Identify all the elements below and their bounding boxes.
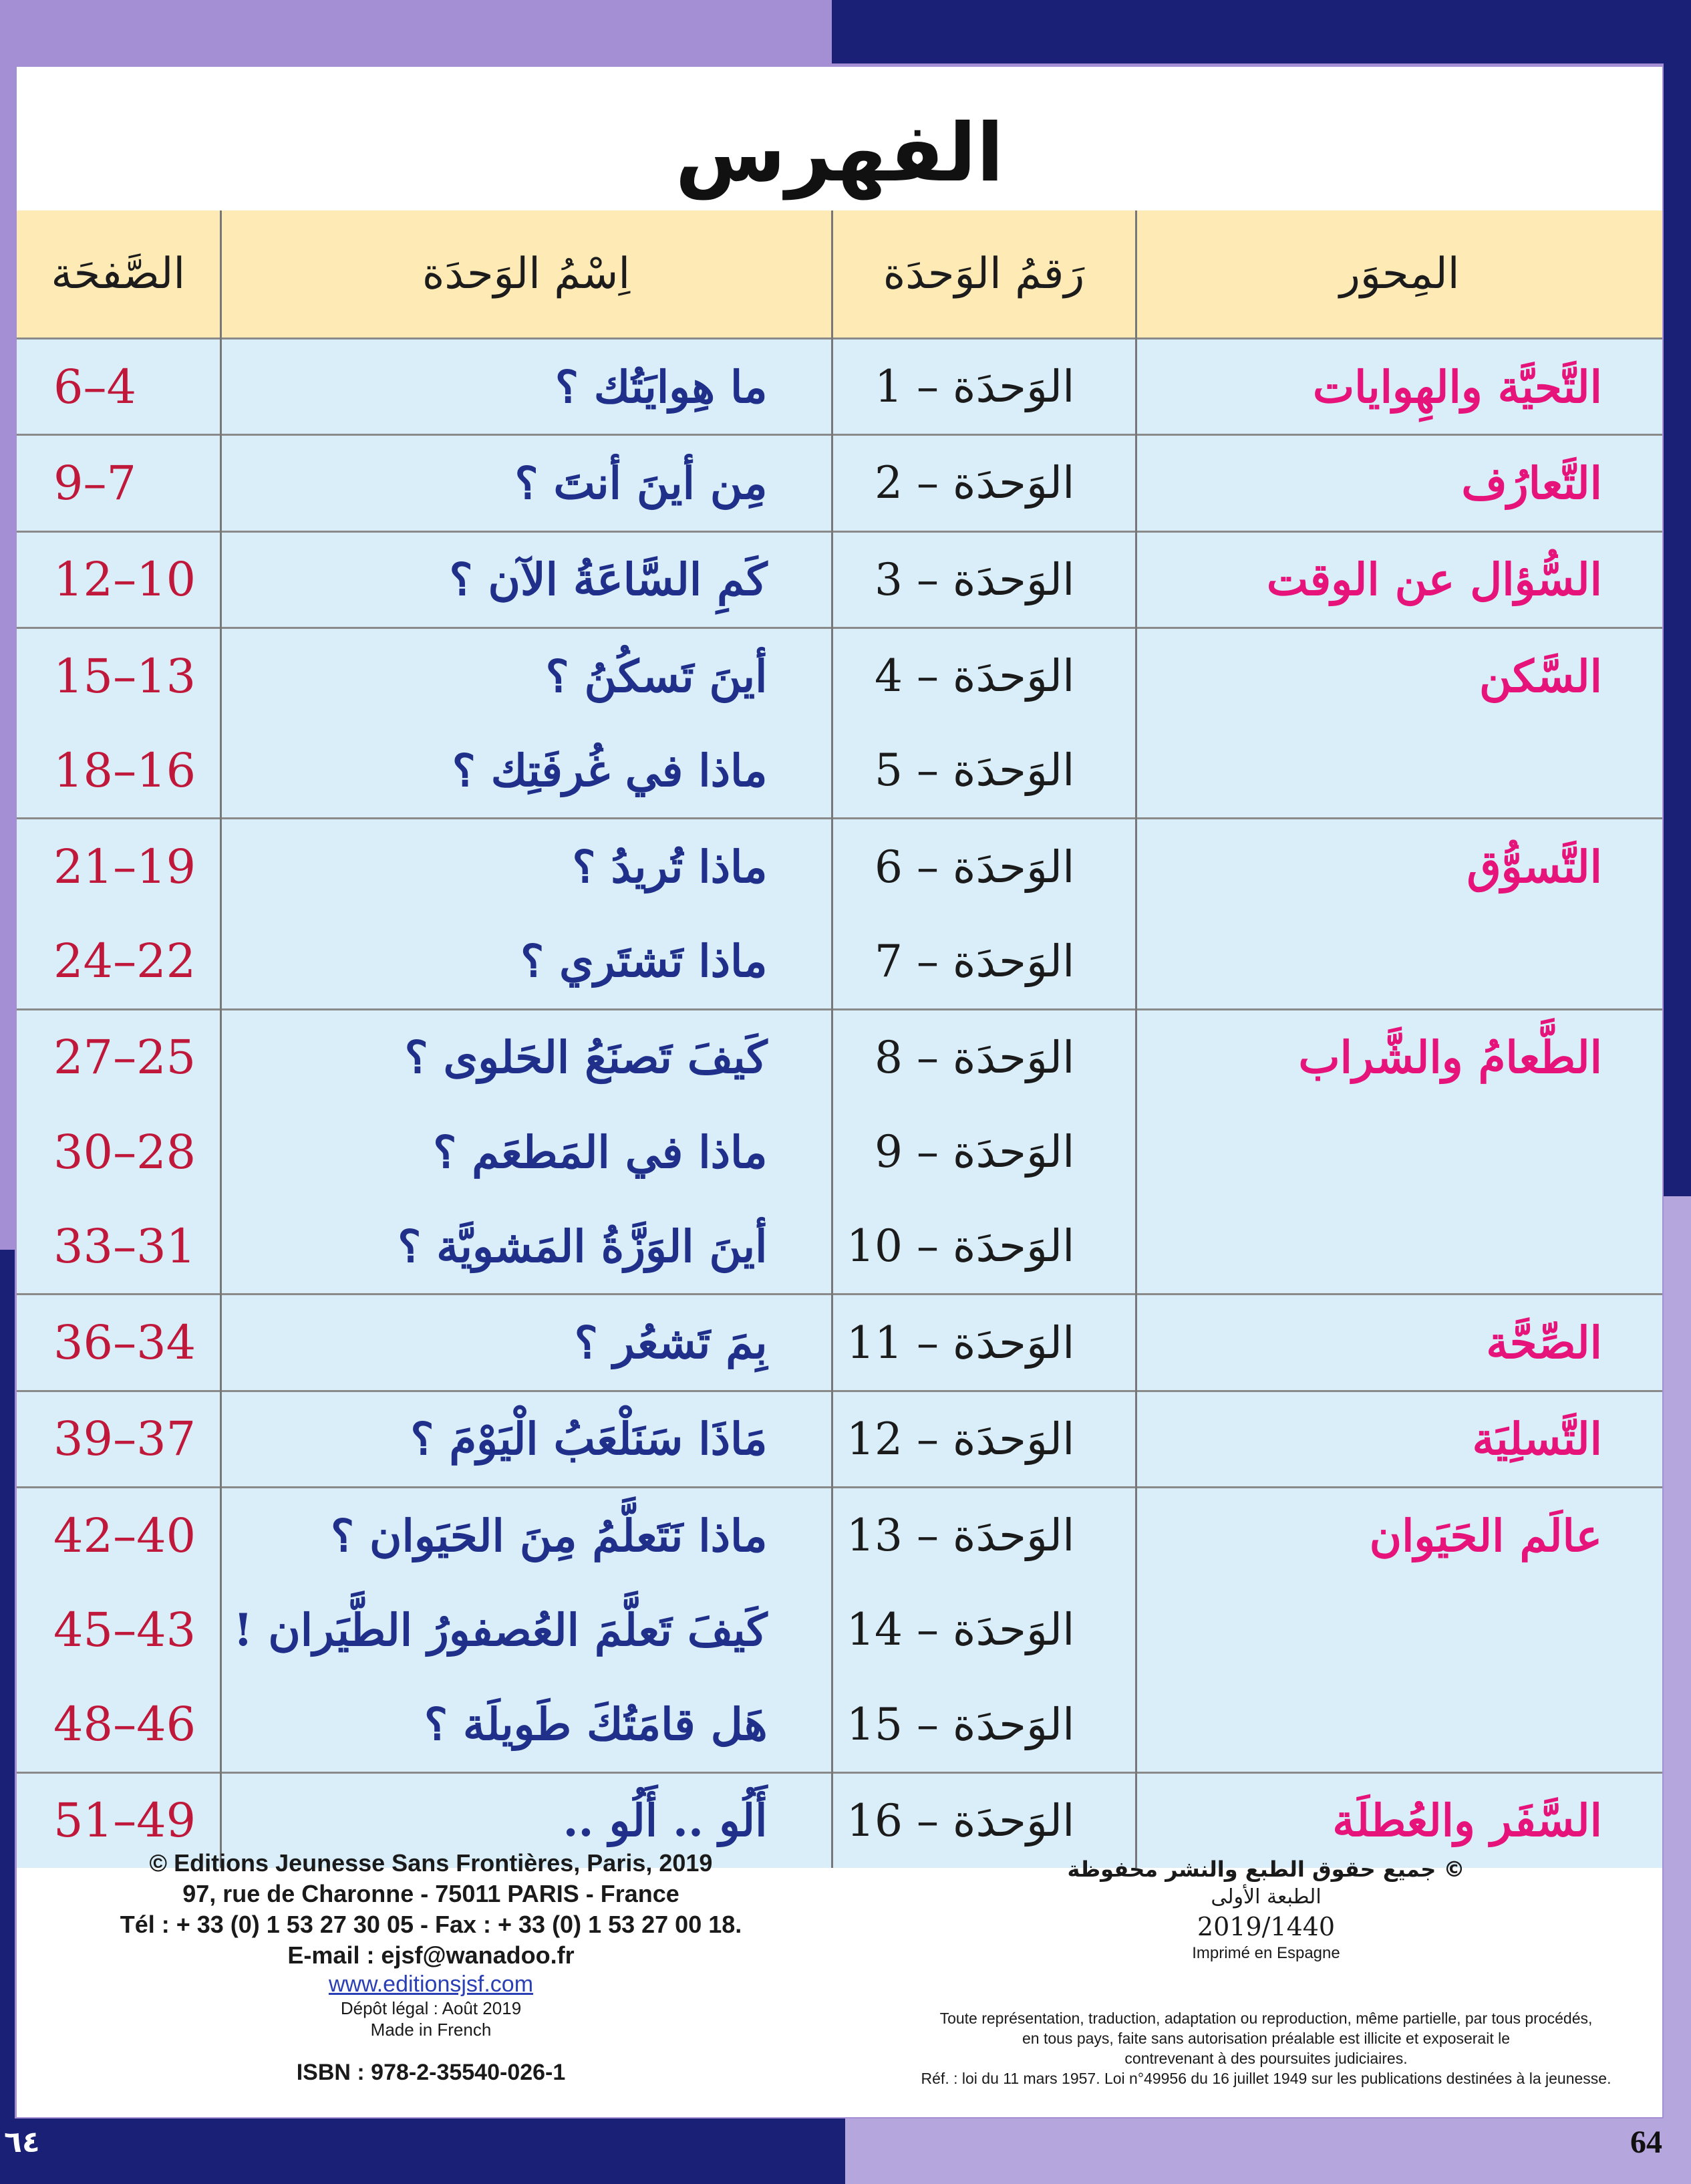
page-title: الفهرس [675,107,1004,200]
header-unit-number: رَقمُ الوَحدَة [832,211,1136,339]
page-range-cell: 12–10 [17,531,220,628]
rights-reserved-line: © جميع حقوق الطبع والنشر محفوظة [1067,1857,1465,1882]
background-navy-block [1664,0,1691,1196]
table-row [17,1294,1662,1391]
table-row [17,628,1662,723]
axis-cell [1136,1105,1662,1199]
axis-cell: عالَم الحَيَوان [1136,1488,1662,1583]
unit-name-cell: كَيفَ تَعلَّمَ العُصفورُ الطَّيَران ! [220,1583,832,1677]
unit-name-cell: أينَ الوَزَّةُ المَشويَّة ؟ [220,1199,832,1294]
table-row [17,1488,1662,1583]
table-row [17,531,1662,628]
unit-name-cell: بِمَ تَشعُر ؟ [220,1294,832,1391]
axis-cell: التَّحيَّة والهِوايات [1136,339,1662,435]
unit-number-cell: الوَحدَة – 11 [832,1294,1136,1391]
table-row [17,1391,1662,1487]
unit-name-cell: أينَ تَسكُنُ ؟ [220,628,832,723]
table-row [17,914,1662,1010]
page-range-cell: 51–49 [17,1772,220,1868]
unit-name-cell: هَل قامَتُكَ طَويلَة ؟ [220,1677,832,1772]
table-row [17,1199,1662,1294]
unit-name-cell: ماذا في المَطعَم ؟ [220,1105,832,1199]
table-row [17,435,1662,531]
unit-name-cell: مِن أينَ أنتَ ؟ [220,435,832,531]
unit-number-cell: الوَحدَة – 15 [832,1677,1136,1772]
publisher-info [70,1848,792,2087]
axis-cell [1136,1583,1662,1677]
page-range-cell: 39–37 [17,1391,220,1487]
axis-cell: التَّسلِيَة [1136,1391,1662,1487]
unit-number-cell: الوَحدَة – 8 [832,1009,1136,1105]
isbn-line: ISBN : 978-2-35540-026-1 [296,2060,566,2085]
address-line: 97, rue de Charonne - 75011 PARIS - France [182,1880,679,1907]
legal-notice [885,2008,1647,2088]
unit-number-cell: الوَحدَة – 1 [832,339,1136,435]
table-row [17,1105,1662,1199]
unit-name-cell: أَلُو .. أَلُو .. [220,1772,832,1868]
page-range-cell: 42–40 [17,1488,220,1583]
unit-number-cell: الوَحدَة – 16 [832,1772,1136,1868]
unit-name-cell: ماذا نَتَعلَّمُ مِنَ الحَيَوان ؟ [220,1488,832,1583]
unit-number-cell: الوَحدَة – 7 [832,914,1136,1010]
unit-name-cell: ما هِوايَتُك ؟ [220,339,832,435]
table-row [17,723,1662,819]
axis-cell [1136,723,1662,819]
page-range-cell: 36–34 [17,1294,220,1391]
axis-cell: الصِّحَّة [1136,1294,1662,1391]
axis-cell [1136,914,1662,1010]
printed-in-line: Imprimé en Espagne [1192,1944,1340,1962]
table-row [17,1583,1662,1677]
axis-cell: السَّكن [1136,628,1662,723]
copyright-line: © Editions Jeunesse Sans Frontières, Paris, 2019 [149,1849,713,1877]
unit-name-cell: مَاذَا سَنَلْعَبُ الْيَوْمَ ؟ [220,1391,832,1487]
legal-notice-line: Réf. : loi du 11 mars 1957. Loi n°49956 du 16 juillet 1949 sur les publications destinées à la jeunesse. [921,2070,1611,2087]
table-row [17,1677,1662,1772]
page-range-cell: 21–19 [17,819,220,914]
made-in-line: Made in French [370,2020,492,2040]
unit-number-cell: الوَحدَة – 6 [832,819,1136,914]
unit-name-cell: ماذا تُريدُ ؟ [220,819,832,914]
page-range-cell: 15–13 [17,628,220,723]
background-navy-block [0,2119,845,2184]
table-row [17,819,1662,914]
page-range-cell: 33–31 [17,1199,220,1294]
rights-info [885,1855,1647,2088]
axis-cell: التَّسوُّق [1136,819,1662,914]
axis-cell: الطَّعامُ والشَّراب [1136,1009,1662,1105]
unit-number-cell: الوَحدَة – 5 [832,723,1136,819]
page-range-cell: 27–25 [17,1009,220,1105]
legal-notice-line: Toute représentation, traduction, adaptation ou reproduction, même partielle, par tous procédés, [939,2010,1593,2027]
page-range-cell: 9–7 [17,435,220,531]
website-link[interactable]: www.editionsjsf.com [328,1971,534,1997]
table-row [17,339,1662,435]
unit-number-cell: الوَحدَة – 14 [832,1583,1136,1677]
page-number: 64 [1630,2125,1662,2160]
page-range-cell: 6–4 [17,339,220,435]
unit-name-cell: ماذا في غُرفَتِك ؟ [220,723,832,819]
page-range-cell: 24–22 [17,914,220,1010]
axis-cell [1136,1677,1662,1772]
page-range-cell: 45–43 [17,1583,220,1677]
unit-number-cell: الوَحدَة – 12 [832,1391,1136,1487]
axis-cell: التَّعارُف [1136,435,1662,531]
unit-number-cell: الوَحدَة – 10 [832,1199,1136,1294]
background-light-block [845,2119,1691,2184]
legal-notice-line: contrevenant à des poursuites judiciaires. [1124,2050,1408,2067]
edition-year: 2019/1440 [1197,1912,1336,1941]
unit-number-cell: الوَحدَة – 13 [832,1488,1136,1583]
page-range-cell: 30–28 [17,1105,220,1199]
table-row [17,1009,1662,1105]
unit-number-cell: الوَحدَة – 9 [832,1105,1136,1199]
unit-name-cell: كَمِ السَّاعَةُ الآن ؟ [220,531,832,628]
page-sheet [17,67,1662,2117]
page-range-cell: 18–16 [17,723,220,819]
unit-name-cell: كَيفَ تَصنَعُ الحَلوى ؟ [220,1009,832,1105]
table-header-row [17,211,1662,339]
unit-number-cell: الوَحدَة – 4 [832,628,1136,723]
header-unit-name: اِسْمُ الوَحدَة [220,211,832,339]
header-page: الصَّفحَة [17,211,220,339]
axis-cell: السَّفَر والعُطلَة [1136,1772,1662,1868]
axis-cell [1136,1199,1662,1294]
phone-fax-line: Tél : + 33 (0) 1 53 27 30 05 - Fax : + 33 (0) 1 53 27 00 18. [120,1911,742,1938]
background-light-block [1664,1196,1691,2165]
unit-name-cell: ماذا تَشتَري ؟ [220,914,832,1010]
table-of-contents [17,211,1662,1868]
page-number-arabic: ٦٤ [4,2125,40,2159]
header-axis: المِحوَر [1136,211,1662,339]
legal-notice-line: en tous pays, faite sans autorisation préalable est illicite et exposerait le [1022,2030,1511,2047]
legal-deposit-line: Dépôt légal : Août 2019 [340,1998,522,2018]
background-navy-block [0,1250,15,2139]
unit-number-cell: الوَحدَة – 3 [832,531,1136,628]
unit-number-cell: الوَحدَة – 2 [832,435,1136,531]
axis-cell: السُّؤال عن الوقت [1136,531,1662,628]
edition-line: الطبعة الأولى [1211,1885,1322,1909]
page-range-cell: 48–46 [17,1677,220,1772]
email-line: E-mail : ejsf@wanadoo.fr [287,1941,575,1969]
background-navy-block [832,0,1691,63]
